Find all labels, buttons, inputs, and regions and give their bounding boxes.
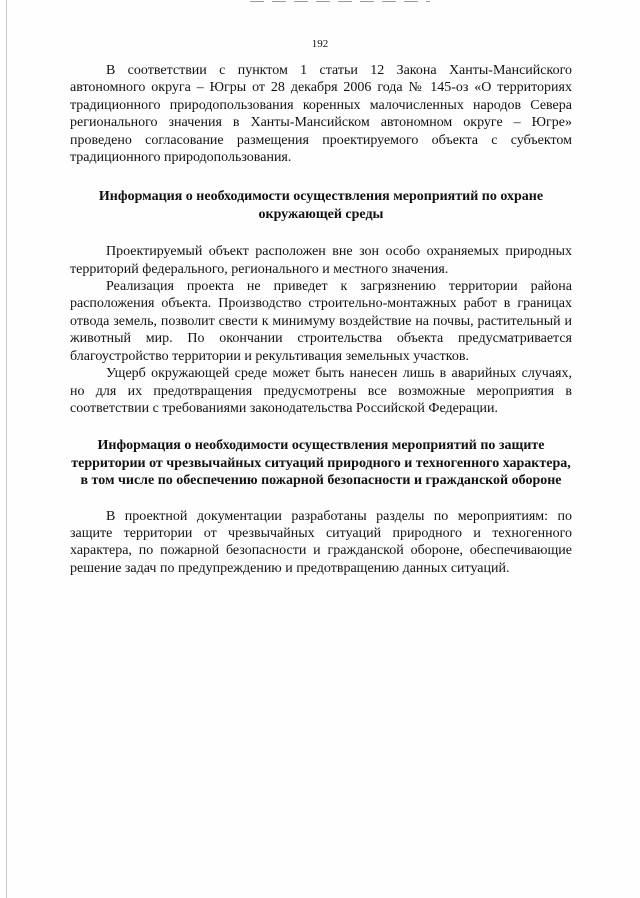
emergency-paragraph: В проектной документации разработаны разделы по мероприятиям: по защите территории от чрезвычайных ситуаций природного и техногенного характера, по пожарной безопасности и гражданской обороне, обеспечивающие решение задач по предупреждению и предотвращению данных ситуаций. [70, 508, 572, 576]
page-number: 192 [311, 38, 329, 50]
emergency-section-heading: Информация о необходимости осуществления мероприятий по защите территории от чрезвычайных ситуаций природного и техногенного характера, в том числе по обеспечению пожарной безопасности и гражданской обороне [71, 438, 571, 489]
scan-edge-line [6, 0, 7, 898]
intro-paragraph: В соответствии с пунктом 1 статьи 12 Закона Ханты-Мансийского автономного округа – Югры от 28 декабря 2006 года № 145-оз «О территориях традиционного природопользования коренных малочисленных народов Севера регионального значения в Ханты-Мансийском автономном округе – Югре» проведено согласование размещения проектируемого объекта с субъектом традиционного природопользования. [70, 63, 572, 166]
scan-top-artifact [250, 1, 430, 2]
environment-section-heading: Информация о необходимости осуществления мероприятий по охране окружающей среды [98, 189, 544, 222]
environment-paragraph-implementation: Реализация проекта не приведет к загрязнению территории района расположения объекта. Производство строительно-монтажных работ в границах отвода земель, позволит свести к минимуму воздействие на почвы, растительный и животный мир. По окончании строительства объекта предусматривается благоустройство территории и рекультивация земельных участков. [70, 279, 572, 364]
document-body [70, 62, 572, 577]
environment-paragraph-damage: Ущерб окружающей среде может быть нанесен лишь в аварийных случаях, но для их предотвращения предусмотрены все возможные мероприятия в соответствии с требованиями законодательства Российской Федерации. [70, 366, 572, 416]
environment-paragraph-protected-areas: Проектируемый объект расположен вне зон особо охраняемых природных территорий федерального, регионального и местного значения. [70, 244, 572, 277]
